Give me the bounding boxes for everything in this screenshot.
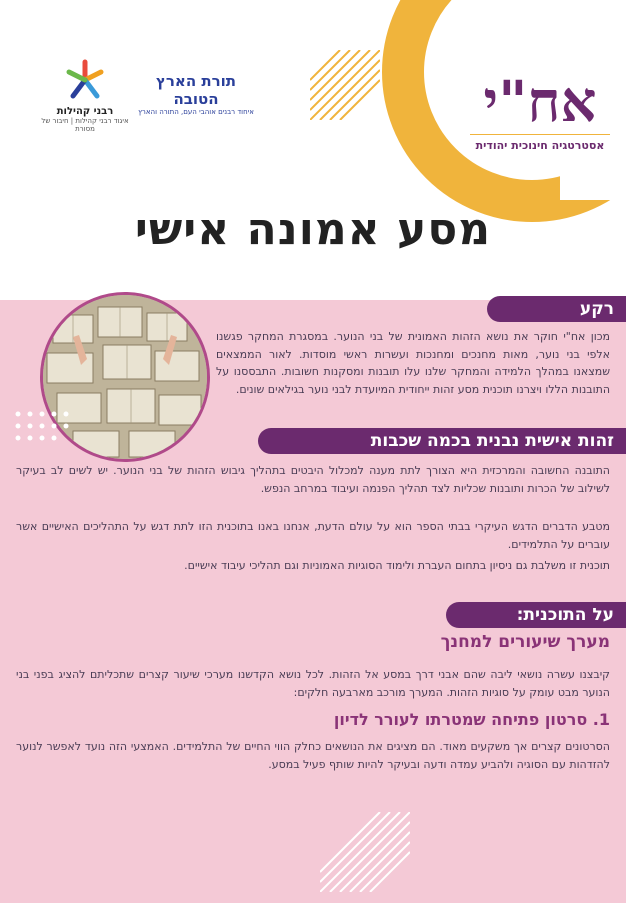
dots-decoration [14,410,84,450]
brand-tagline: אסטרטגיה חינוכית יהודית [470,134,610,152]
program-subheading: מערך שיעורים למחנך [440,632,610,652]
partner-sub: איגוד רבני קהילות | חיבור של מסורת [41,117,129,133]
page-title: מסע אמונה אישי [134,204,492,255]
stripes-decoration-bottom [320,812,410,892]
partner-name: תורת הארץ הטובה [155,72,237,108]
partner-name: רבני קהילות [56,106,114,117]
section-heading-identity: זהות אישית נבנית בכמה שכבות [258,428,626,454]
section-heading-background: רקע [487,296,626,322]
partner-sub: איחוד רבנים אוהבי העם, התורה והארץ [138,108,254,116]
program-text: קיבצנו עשרה נושאי ליבה שהם אבני דרך במסע אל הזהות. לכל נושא הקדשנו מערכי שיעור קצרים שתכליתם להציג בפני בני הנוער מבט עומק על סוגיות הזהות. המערך מורכב מארבעה חלקים: [16,668,610,699]
identity-paragraph: התובנה החשובה והמרכזית היא הצורך לתת מענה למכלול היבטים בתהליך גיבוש הזהות של בני הנוער. יש לשים לב בעיקר לשילוב של הכרות ותובנות שכליות לצד תהליך הפנמה ועיבוד במרחב הנפש. [16,464,610,495]
brand-logo [470,69,610,152]
stripes-decoration [310,50,380,120]
identity-paragraph: מטבע הדברים הדגש העיקרי בבתי הספר הוא על עולם הדעת, אנחנו באנו בתוכנית הזו לתת דגש על התהליכים האישיים אשר עוברים על התלמידים. [16,520,610,551]
star-logo-icon [63,58,107,102]
identity-paragraph: תוכנית זו משלבת גם ניסיון בתחום העברת ולימוד הסוגיות האמוניות וגם תהליכי עיבוד אישיים. [184,559,610,572]
partner-logo-rabbis [40,58,130,133]
background-text: מכון אח"י חוקר את נושא הזהות האמונית של בני הנוער. במסגרת המחקר פגשנו אלפי בני נוער, מאות מחנכים ומחנכות ועשרות ראשי מוסדות. לאור הממצאים שמצאנו במהלך הלמידה והמחקר שלנו עלו תובנות ומסקנות חשובות. התבססנו על התובנות הללו ויצרנו תוכנית מסע זהות ייחודית המיועדת לבני נוער בגילאים שונים. [216,330,610,396]
brand-name: אח"י [483,69,597,135]
partner-logo-torah [132,72,260,116]
section-heading-program: על התוכנית: [446,602,626,628]
program-item-title: 1. סרטון פתיחה שמטרתו לעורר לדיון [333,710,610,729]
program-item-text: הסרטונים קצרים אך משקעים מאוד. הם מציגים את הנושאים כחלק הווי החיים של התלמידים. האמצעי הזה נועד לאפשר לנוער להזדהות עם הסוגיה ולהביע עמדה ודעה ובעיקר להיות שותף פעיל במסע. [16,740,610,771]
